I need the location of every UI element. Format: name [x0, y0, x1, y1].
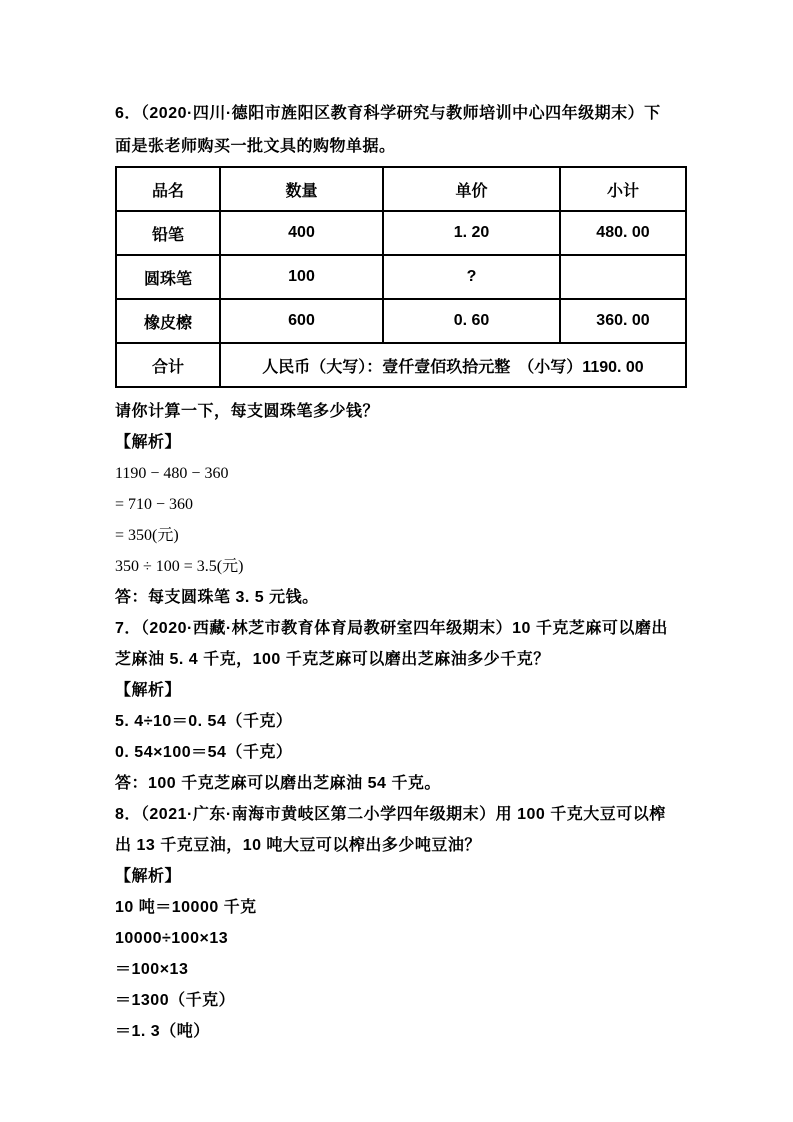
- problem8-statement-line1: 8．（2021·广东·南海市黄岐区第二小学四年级期末）用 100 千克大豆可以榨: [115, 806, 666, 823]
- problem8-solution-step: 10 吨＝10000 千克: [115, 899, 257, 916]
- item-subtotal-cell: 360. 00: [560, 299, 686, 343]
- item-qty-cell: 400: [220, 211, 383, 255]
- item-price-cell: 0. 60: [383, 299, 560, 343]
- problem8-solution-step: ＝1. 3（吨）: [115, 1023, 210, 1040]
- receipt-table: [115, 166, 687, 388]
- table-row: [116, 299, 686, 343]
- item-price-cell: 1. 20: [383, 211, 560, 255]
- receipt-total-row: [116, 343, 686, 387]
- problem8-solution-step: ＝1300（千克）: [115, 992, 236, 1009]
- total-value-cell: 人民币（大写）：壹仟壹佰玖拾元整 （小写）1190. 00: [220, 343, 686, 387]
- table-row: [116, 255, 686, 299]
- problem8-solution-step: ＝100×13: [115, 961, 189, 978]
- problem7-solution-step: 0. 54×100＝54（千克）: [115, 744, 293, 761]
- item-name-cell: 圆珠笔: [116, 255, 220, 299]
- total-label-cell: 合计: [116, 343, 220, 387]
- problem6-statement-line2: 面是张老师购买一批文具的购物单据。: [115, 138, 396, 155]
- receipt-header-qty: 数量: [220, 167, 383, 211]
- problem6-solution-step: 350 ÷ 100 = 3.5(元): [115, 558, 244, 575]
- item-subtotal-cell: [560, 255, 686, 299]
- problem8-analysis-label: 【解析】: [115, 868, 182, 885]
- table-row: [116, 211, 686, 255]
- receipt-header-price: 单价: [383, 167, 560, 211]
- item-name-cell: 橡皮檫: [116, 299, 220, 343]
- problem7-analysis-label: 【解析】: [115, 682, 182, 699]
- problem8-statement-line2: 出 13 千克豆油，10 吨大豆可以榨出多少吨豆油？: [115, 837, 481, 854]
- problem8-solution-step: 10000÷100×13: [115, 930, 229, 947]
- problem6-solution-step: = 710 − 360: [115, 496, 194, 513]
- item-name-cell: 铅笔: [116, 211, 220, 255]
- problem6-solution-step: 1190 − 480 − 360: [115, 465, 229, 482]
- problem7-answer: 答：100 千克芝麻可以磨出芝麻油 54 千克。: [115, 775, 441, 792]
- item-subtotal-cell: 480. 00: [560, 211, 686, 255]
- receipt-header-subtotal: 小计: [560, 167, 686, 211]
- item-price-cell: ?: [383, 255, 560, 299]
- problem7-solution-step: 5. 4÷10＝0. 54（千克）: [115, 713, 293, 730]
- problem6-analysis-label: 【解析】: [115, 434, 182, 451]
- item-qty-cell: 100: [220, 255, 383, 299]
- problem7-statement-line2: 芝麻油 5. 4 千克，100 千克芝麻可以磨出芝麻油多少千克？: [115, 651, 550, 668]
- receipt-header-row: [116, 167, 686, 211]
- problem7-statement-line1: 7．（2020·西藏·林芝市教育体育局教研室四年级期末）10 千克芝麻可以磨出: [115, 620, 668, 637]
- problem6-question: 请你计算一下，每支圆珠笔多少钱？: [115, 403, 380, 420]
- receipt-header-name: 品名: [116, 167, 220, 211]
- problem6-answer: 答：每支圆珠笔 3. 5 元钱。: [115, 589, 319, 606]
- problem6-solution-step: = 350(元): [115, 527, 179, 544]
- problem6-statement-line1: 6．（2020·四川·德阳市旌阳区教育科学研究与教师培训中心四年级期末）下: [115, 105, 661, 122]
- item-qty-cell: 600: [220, 299, 383, 343]
